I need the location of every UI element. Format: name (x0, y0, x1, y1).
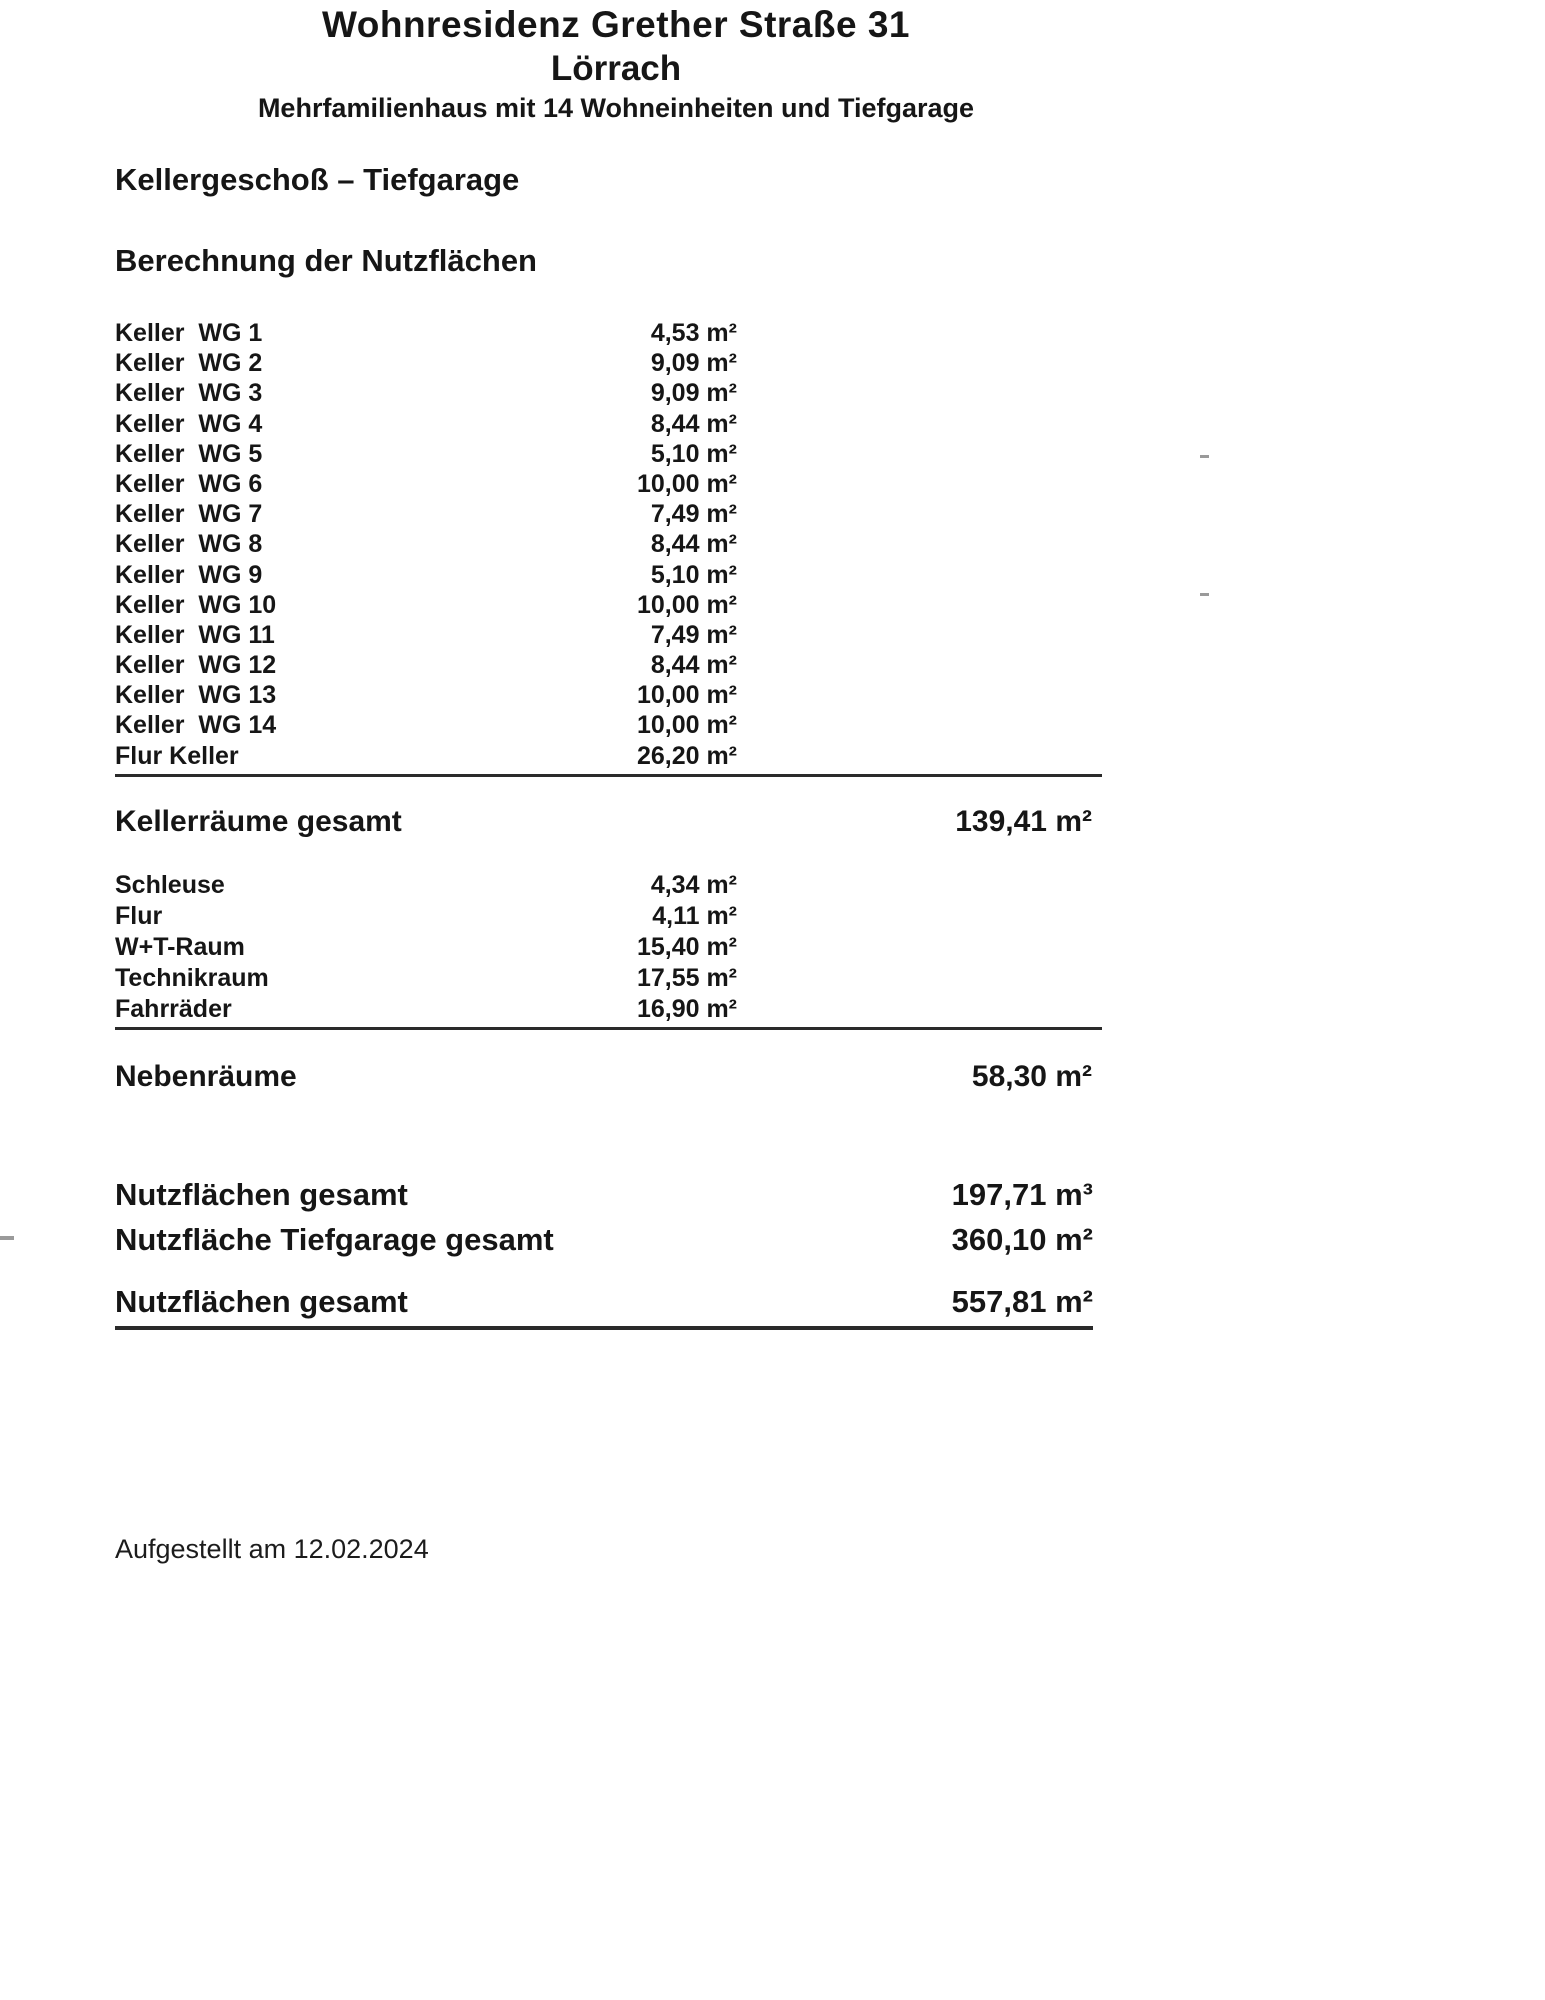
row-value: 8,44 m² (650, 530, 737, 559)
total-value: 58,30 m² (971, 1060, 1092, 1093)
total-label: Nebenräume (115, 1060, 297, 1093)
row-value: 7,49 m² (650, 500, 737, 529)
table-row (115, 710, 1102, 740)
row-label: Keller WG 3 (115, 379, 263, 408)
row-label: Keller WG 7 (115, 500, 263, 529)
row-value: 4,34 m² (650, 871, 737, 899)
row-label: Keller WG 8 (115, 530, 263, 559)
row-value: 8,44 m² (650, 409, 737, 438)
neben-total-row (115, 1060, 1092, 1094)
document-subtitle: Lörrach (550, 49, 682, 88)
total-label: Nutzflächen gesamt (115, 1177, 408, 1212)
total-label: Nutzfläche Tiefgarage gesamt (115, 1222, 554, 1257)
row-label: Keller WG 1 (115, 319, 263, 347)
row-value: 7,49 m² (650, 620, 737, 649)
table-row (115, 348, 1102, 378)
row-label: Keller WG 11 (115, 620, 275, 649)
total-value: 557,81 m² (951, 1284, 1093, 1319)
table-row (115, 560, 1102, 590)
row-value: 10,00 m² (636, 681, 737, 710)
row-value: 10,00 m² (636, 469, 737, 498)
row-value: 8,44 m² (650, 651, 737, 680)
table-row (115, 994, 1102, 1030)
keller-total-row (115, 805, 1092, 839)
row-value: 17,55 m² (636, 964, 737, 992)
table-row (115, 741, 1102, 777)
footer-date: Aufgestellt am 12.02.2024 (115, 1534, 429, 1564)
neben-area-list (115, 870, 1102, 1030)
table-row (115, 870, 1102, 901)
row-value: 15,40 m² (636, 933, 737, 961)
row-label: Flur (115, 902, 163, 930)
row-label: W+T-Raum (115, 933, 245, 961)
total-label: Nutzflächen gesamt (115, 1284, 408, 1319)
row-label: Keller WG 12 (115, 651, 277, 680)
row-label: Technikraum (115, 964, 269, 992)
table-row (115, 932, 1102, 963)
total-value: 197,71 m³ (951, 1177, 1093, 1212)
row-value: 26,20 m² (636, 741, 737, 770)
row-label: Keller WG 6 (115, 469, 263, 498)
row-label: Fahrräder (115, 995, 232, 1023)
row-label: Flur Keller (115, 741, 239, 770)
row-label: Keller WG 10 (115, 590, 277, 619)
table-row (115, 529, 1102, 559)
table-row (115, 469, 1102, 499)
totals-row (115, 1172, 1093, 1217)
document-description: Mehrfamilienhaus mit 14 Wohneinheiten und Tiefgarage (257, 93, 975, 123)
row-label: Keller WG 5 (115, 439, 263, 468)
section-heading: Kellergeschoß – Tiefgarage (115, 162, 520, 197)
row-value: 9,09 m² (650, 349, 737, 378)
table-row (115, 409, 1102, 439)
row-value: 9,09 m² (650, 379, 737, 408)
row-value: 5,10 m² (650, 439, 737, 468)
total-value: 360,10 m² (951, 1222, 1093, 1257)
row-label: Keller WG 14 (115, 711, 277, 740)
row-value: 4,53 m² (650, 319, 737, 347)
table-row (115, 650, 1102, 680)
total-value: 139,41 m² (955, 805, 1092, 838)
row-label: Keller WG 13 (115, 681, 277, 710)
keller-area-list (115, 318, 1102, 777)
table-row (115, 901, 1102, 932)
table-row (115, 439, 1102, 469)
table-row (115, 378, 1102, 408)
table-row (115, 963, 1102, 994)
table-row (115, 318, 1102, 348)
row-value: 4,11 m² (652, 902, 737, 930)
totals-row (115, 1217, 1093, 1262)
row-value: 10,00 m² (636, 590, 737, 619)
row-label: Keller WG 4 (115, 409, 263, 438)
row-value: 5,10 m² (650, 560, 737, 589)
table-row (115, 590, 1102, 620)
scan-artifact (1200, 593, 1209, 596)
grand-total-row (115, 1284, 1093, 1330)
table-row (115, 620, 1102, 650)
scan-artifact (1200, 455, 1209, 458)
document-header (0, 2, 1232, 126)
totals-block (115, 1172, 1093, 1262)
total-label: Kellerräume gesamt (115, 805, 402, 838)
row-label: Keller WG 9 (115, 560, 263, 589)
document-title: Wohnresidenz Grether Straße 31 (322, 4, 910, 45)
row-value: 10,00 m² (636, 711, 737, 740)
scan-artifact (0, 1236, 14, 1240)
row-label: Keller WG 2 (115, 349, 263, 378)
row-label: Schleuse (115, 871, 225, 899)
table-row (115, 680, 1102, 710)
table-row (115, 499, 1102, 529)
calculation-heading: Berechnung der Nutzflächen (115, 243, 537, 278)
row-value: 16,90 m² (636, 995, 737, 1023)
